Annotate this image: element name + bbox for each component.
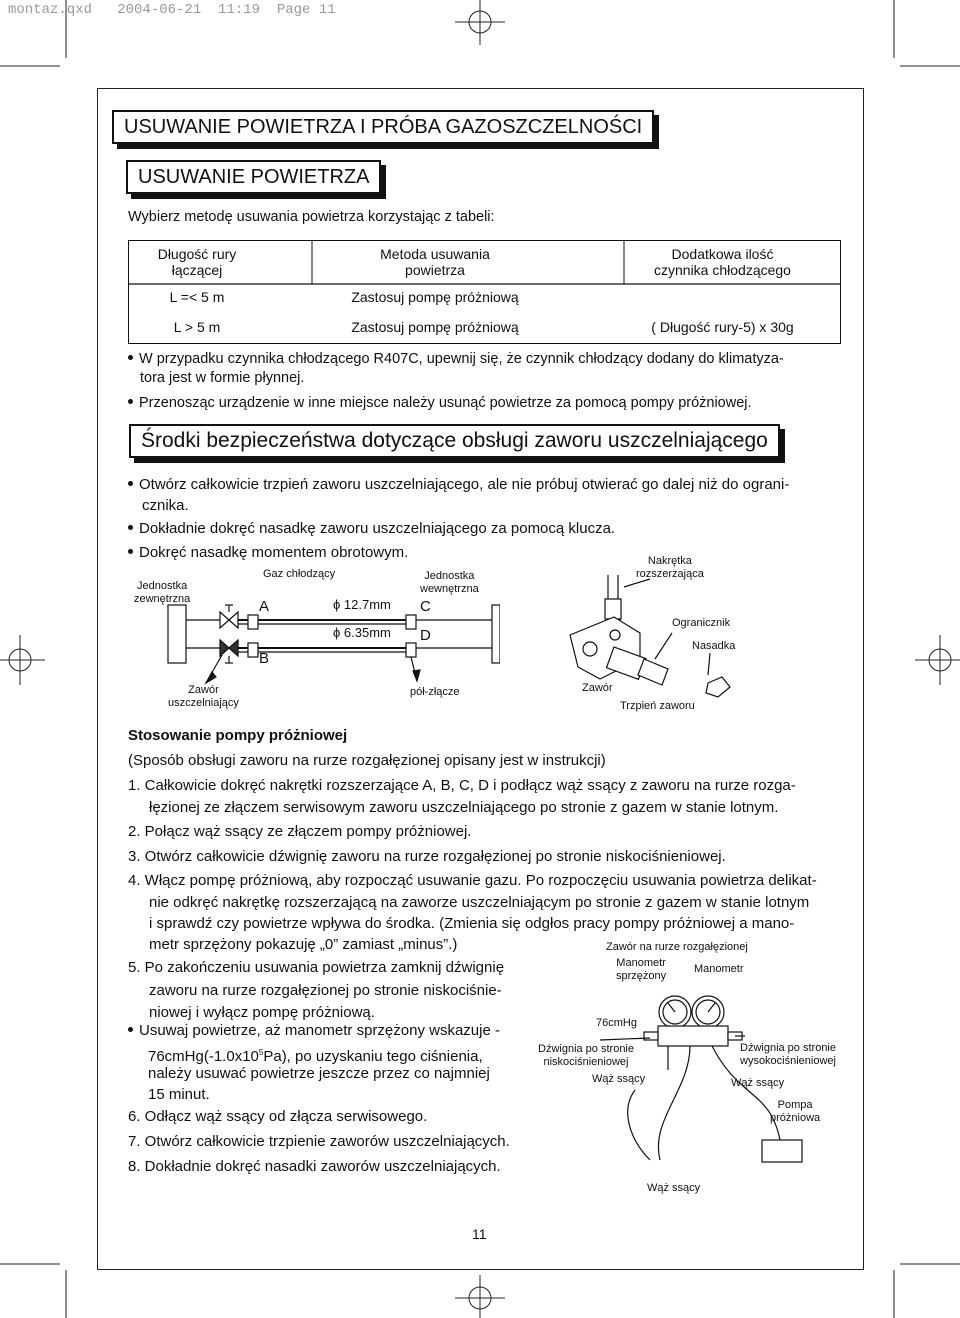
table-header-cell: Dodatkowa ilość czynnika chłodzącego	[654, 246, 791, 278]
bullet-purge-cont3: 15 minut.	[148, 1086, 210, 1103]
step-8: 8. Dokładnie dokręć nasadki zaworów uszczelniających.	[128, 1158, 501, 1175]
section-title-vacuum: Stosowanie pompy próżniowej	[128, 727, 348, 744]
label-high-lever: Dźwignia po stronie wysokociśnieniowej	[740, 1042, 836, 1067]
step-6: 6. Odłącz wąż ssący od złącza serwisowego.	[128, 1108, 428, 1125]
bullet-tighten-cap: Dokładnie dokręć nasadkę zaworu uszczelniającego za pomocą klucza.	[128, 518, 615, 539]
main-title: USUWANIE POWIETRZA I PRÓBA GAZOSZCZELNOŚCI	[112, 110, 654, 144]
step-4: 4. Włącz pompę próżniową, aby rozpocząć usuwanie gazu. Po rozpoczęciu usuwania powietrza delikat-	[128, 872, 817, 889]
label-hose-3: Wąż ssący	[647, 1182, 701, 1194]
bullet-open-stem-cont: cznika.	[142, 497, 189, 514]
label-hose-2: Wąż ssący	[731, 1077, 785, 1089]
step-5-cont1: zaworu na rurze rozgałęzionej po stronie niskociśnie-	[149, 982, 502, 999]
label-flare-nut: Nakrętka rozszerzająca	[636, 555, 704, 580]
vacuum-intro: (Sposób obsługi zaworu na rurze rozgałęzionej opisany jest w instrukcji)	[128, 752, 606, 769]
table-header-cell: Długość rury łączącej	[157, 246, 237, 278]
bullet-purge-cont1: $76cmHg(-1.0x10^5Pa)$, po uzyskaniu tego ciśnienia,	[148, 1048, 483, 1065]
label-valve: Zawór uszczelniający	[168, 684, 239, 709]
file-header: montaz.qxd 2004-06-21 11:19 Page 11	[8, 2, 336, 18]
gauge-diagram	[540, 950, 860, 1190]
label-pump: Pompa próżniowa	[770, 1099, 821, 1124]
label-hose-1: Wąż ssący	[592, 1073, 646, 1085]
bullet-r407c-cont: tora jest w formie płynnej.	[140, 370, 305, 386]
intro-text: Wybierz metodę usuwania powietrza korzystając z tabeli:	[128, 209, 495, 225]
label-gas: Gaz chłodzący	[263, 568, 336, 580]
label-gauge: Manometr	[694, 963, 744, 975]
label-pipe-12: ϕ 12.7mm	[333, 597, 391, 612]
label-compound-gauge: Manometr sprzężony	[616, 957, 667, 982]
label-b: B	[259, 650, 270, 667]
table-header-cell: Metoda usuwania powietrza	[380, 246, 490, 278]
label-valve-body: Zawór	[582, 682, 613, 694]
section-title-air-purge: USUWANIE POWIETRZA	[126, 160, 381, 194]
label-half-union: pół-złącze	[410, 686, 460, 698]
label-a: A	[259, 598, 270, 615]
step-7: 7. Otwórz całkowicie trzpienie zaworów uszczelniających.	[128, 1133, 510, 1150]
page-number: 11	[472, 1226, 487, 1242]
label-stopper: Ogranicznik	[672, 617, 731, 629]
label-pipe-6: ϕ 6.35mm	[333, 625, 391, 640]
bullet-purge: Usuwaj powietrze, aż manometr sprzężony wskazuje -	[128, 1020, 500, 1041]
table-gridlines	[128, 240, 841, 344]
step-2: 2. Połącz wąż ssący ze złączem pompy próżniowej.	[128, 823, 472, 840]
step-5: 5. Po zakończeniu usuwania powietrza zamknij dźwignię	[128, 959, 505, 976]
step-3: 3. Otwórz całkowicie dźwignię zaworu na rurze rozgałęzionej po stronie niskociśnieniowej.	[128, 848, 726, 865]
label-c: C	[420, 598, 431, 615]
bullet-r407c: W przypadku czynnika chłodzącego R407C, upewnij się, że czynnik chłodzący dodany do klimatyza-	[128, 350, 784, 369]
label-valve-stem: Trzpień zaworu	[620, 700, 695, 712]
step-4-cont2: i sprawdź czy powietrze wpływa do środka. (Zmienia się odgłos pracy pompy próżniowej a mano-	[149, 915, 795, 932]
step-1: 1. Całkowicie dokręć nakrętki rozszerzające A, B, C, D i podłącz wąż ssący z zaworu na rurze rozga-	[128, 777, 796, 794]
bullet-relocate: Przenosząc urządzenie w inne miejsce należy usunąć powietrze za pomocą pompy próżniowej.	[128, 394, 752, 413]
label-low-lever: Dźwignia po stronie niskociśnieniowej	[538, 1043, 634, 1068]
bullet-purge-cont2: należy usuwać powietrze jeszcze przez co najmniej	[148, 1065, 490, 1082]
step-4-cont3: metr sprzężony pokazuję „0” zamiast „minus”.)	[149, 936, 458, 953]
label-cap: Nasadka	[692, 640, 736, 652]
label-outdoor-unit: Jednostka zewnętrzna	[134, 580, 191, 605]
step-1-cont: łęzionej ze złączem serwisowym zaworu uszczelniającego po stronie z gazem w stanie lotnym.	[149, 799, 779, 816]
bullet-open-stem: Otwórz całkowicie trzpień zaworu uszczelniającego, ale nie próbuj otwierać go dalej niż do ograni-	[128, 474, 789, 495]
table-row: L =< 5 m Zastosuj pompę próżniową	[169, 289, 519, 305]
table-row: L > 5 m Zastosuj pompę próżniową ( Długość rury-5) x 30g	[173, 319, 794, 335]
bullet-torque: Dokręć nasadkę momentem obrotowym.	[128, 542, 408, 563]
step-4-cont1: nie odkręć nakrętkę rozszerzającą na zaworze uszczelniającym po stronie z gazem w stanie lotnym	[149, 894, 810, 911]
label-reading: 76cmHg	[596, 1017, 637, 1029]
label-branch-valve: Zawór na rurze rozgałęzionej	[606, 941, 748, 953]
label-indoor-unit: Jednostka wewnętrzna	[420, 570, 479, 595]
step-5-cont2: niowej i wyłącz pompę próżniową.	[149, 1004, 375, 1021]
section-title-safety: Środki bezpieczeństwa dotyczące obsługi zaworu uszczelniającego	[129, 424, 780, 458]
label-d: D	[420, 627, 431, 644]
